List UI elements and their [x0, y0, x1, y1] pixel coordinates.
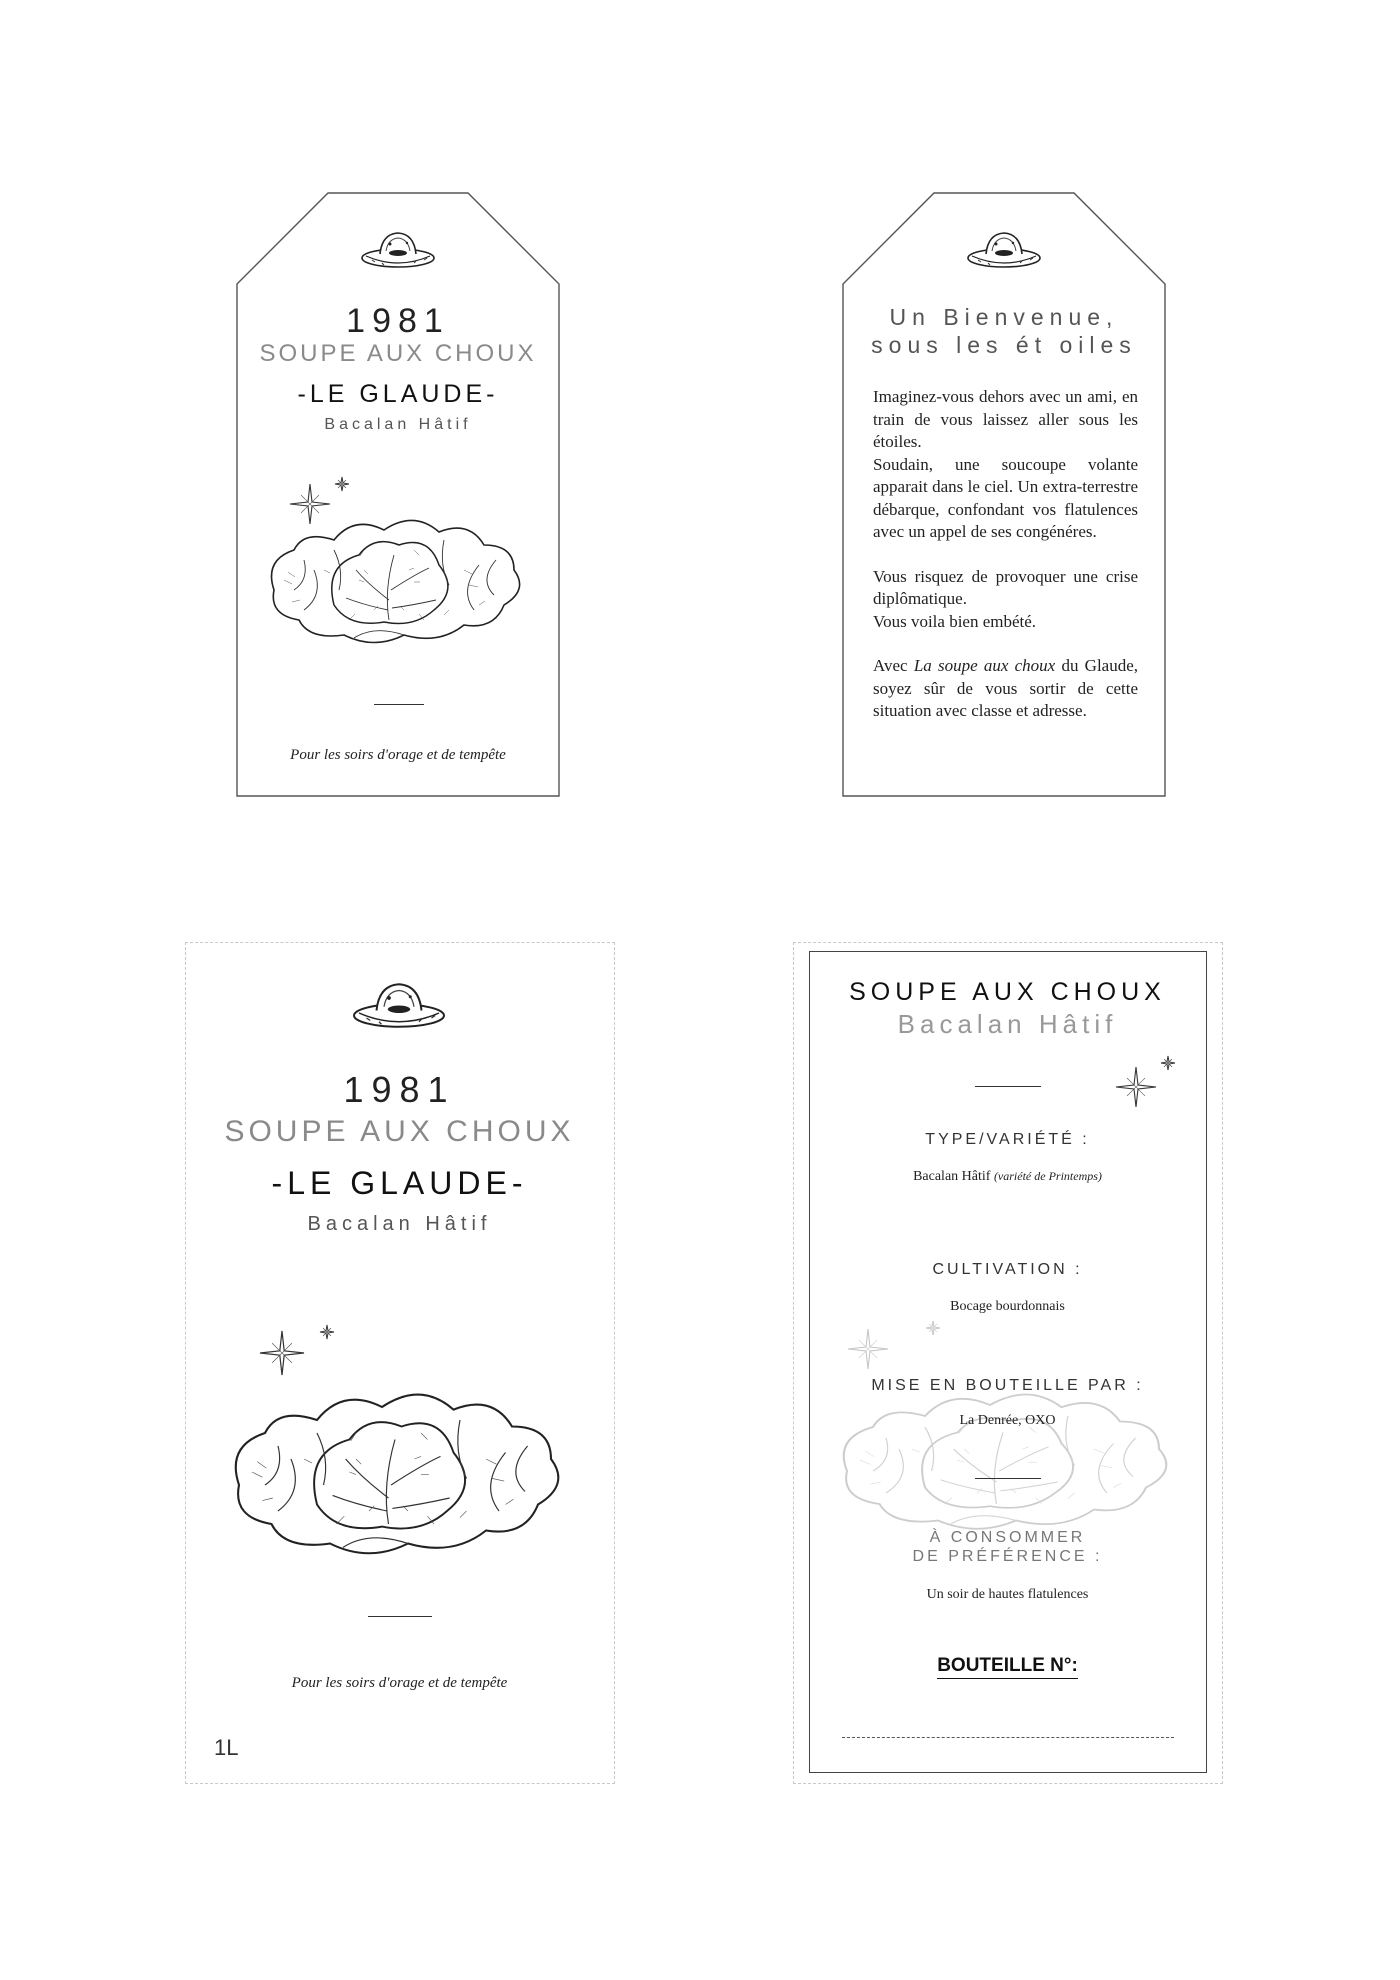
type-value: [794, 1169, 1221, 1185]
bottle-number: [794, 1655, 1221, 1677]
ufo-icon: [964, 224, 1044, 274]
variety: Bacalan Hâtif: [307, 1213, 492, 1235]
back-tag: [842, 192, 1166, 797]
story-paragraph: Vous voila bien embété.: [873, 611, 1037, 631]
story-text: [873, 386, 1138, 723]
type-heading: TYPE/VARIÉTÉ :: [925, 1131, 1090, 1148]
brand-name: -LE GLAUDE-: [271, 1165, 528, 1201]
bottle-number-label: BOUTEILLE N°:: [937, 1655, 1078, 1679]
tagline: Pour les soirs d'orage et de tempête: [291, 1675, 508, 1691]
type-note: (variété de Printemps): [993, 1169, 1102, 1183]
type-value-text: Bacalan Hâtif: [913, 1169, 991, 1184]
front-label: [185, 942, 615, 1784]
ufo-icon: [349, 973, 449, 1041]
product-name: SOUPE AUX CHOUX: [259, 340, 537, 367]
variety: Bacalan Hâtif: [324, 416, 472, 433]
cabbage-illustration: [264, 510, 529, 655]
story-italic: La soupe aux choux: [913, 656, 1056, 675]
product-name: SOUPE AUX CHOUX: [849, 978, 1166, 1006]
story-text-end: du Glaude, soyez sûr de vous sortir de cette situation avec classe et adresse.: [873, 656, 1139, 720]
story-text-start: Avec: [873, 656, 908, 675]
cultivation-heading: CULTIVATION :: [932, 1261, 1083, 1278]
year: 1981: [346, 302, 450, 340]
tag-outline: [236, 192, 560, 797]
back-title-line1: Un Bienvenue,: [889, 304, 1119, 330]
story-paragraph: Imaginez-vous dehors avec un ami, en train de vous laissez aller sous les étoiles.: [873, 387, 1138, 451]
consume-heading-line2: DE PRÉFÉRENCE :: [912, 1548, 1103, 1565]
divider: [374, 704, 424, 705]
story-paragraph: [873, 655, 1138, 723]
product-name: SOUPE AUX CHOUX: [224, 1115, 575, 1148]
small-star-icon: [1158, 1053, 1178, 1073]
small-star-icon: [922, 1317, 944, 1339]
bottling-heading: MISE EN BOUTEILLE PAR :: [871, 1377, 1144, 1394]
small-star-icon: [332, 474, 352, 494]
back-title-line2: sous les ét oiles: [871, 332, 1137, 358]
cabbage-illustration: [226, 1381, 571, 1566]
bottling-value: La Denrée, OXO: [959, 1413, 1056, 1428]
ufo-icon: [358, 224, 438, 274]
tagline: Pour les soirs d'orage et de tempête: [290, 747, 506, 763]
brand-name: -LE GLAUDE-: [297, 380, 499, 408]
year: 1981: [343, 1069, 456, 1110]
star-icon: [1110, 1061, 1162, 1113]
back-label: [793, 942, 1223, 1784]
star-icon: [842, 1323, 894, 1375]
divider: [975, 1478, 1041, 1479]
divider: [975, 1086, 1041, 1087]
consume-value: Un soir de hautes flatulences: [926, 1587, 1089, 1602]
volume: 1L: [214, 1735, 239, 1760]
bottle-number-field[interactable]: [842, 1737, 1174, 1738]
small-star-icon: [316, 1321, 338, 1343]
variety-heading: Bacalan Hâtif: [897, 1009, 1118, 1039]
divider: [368, 1616, 432, 1617]
cultivation-value: Bocage bourdonnais: [950, 1299, 1065, 1314]
story-paragraph: Vous risquez de provoquer une crise diplômatique.: [873, 566, 1138, 608]
star-icon: [256, 1327, 308, 1379]
front-tag: [236, 192, 560, 797]
story-paragraph: Soudain, une soucoupe volante apparait dans le ciel. Un extra-terrestre débarque, confondant vos flatulences avec un appel de ses congénéres.: [873, 454, 1138, 541]
consume-heading-line1: À CONSOMMER: [929, 1529, 1086, 1546]
